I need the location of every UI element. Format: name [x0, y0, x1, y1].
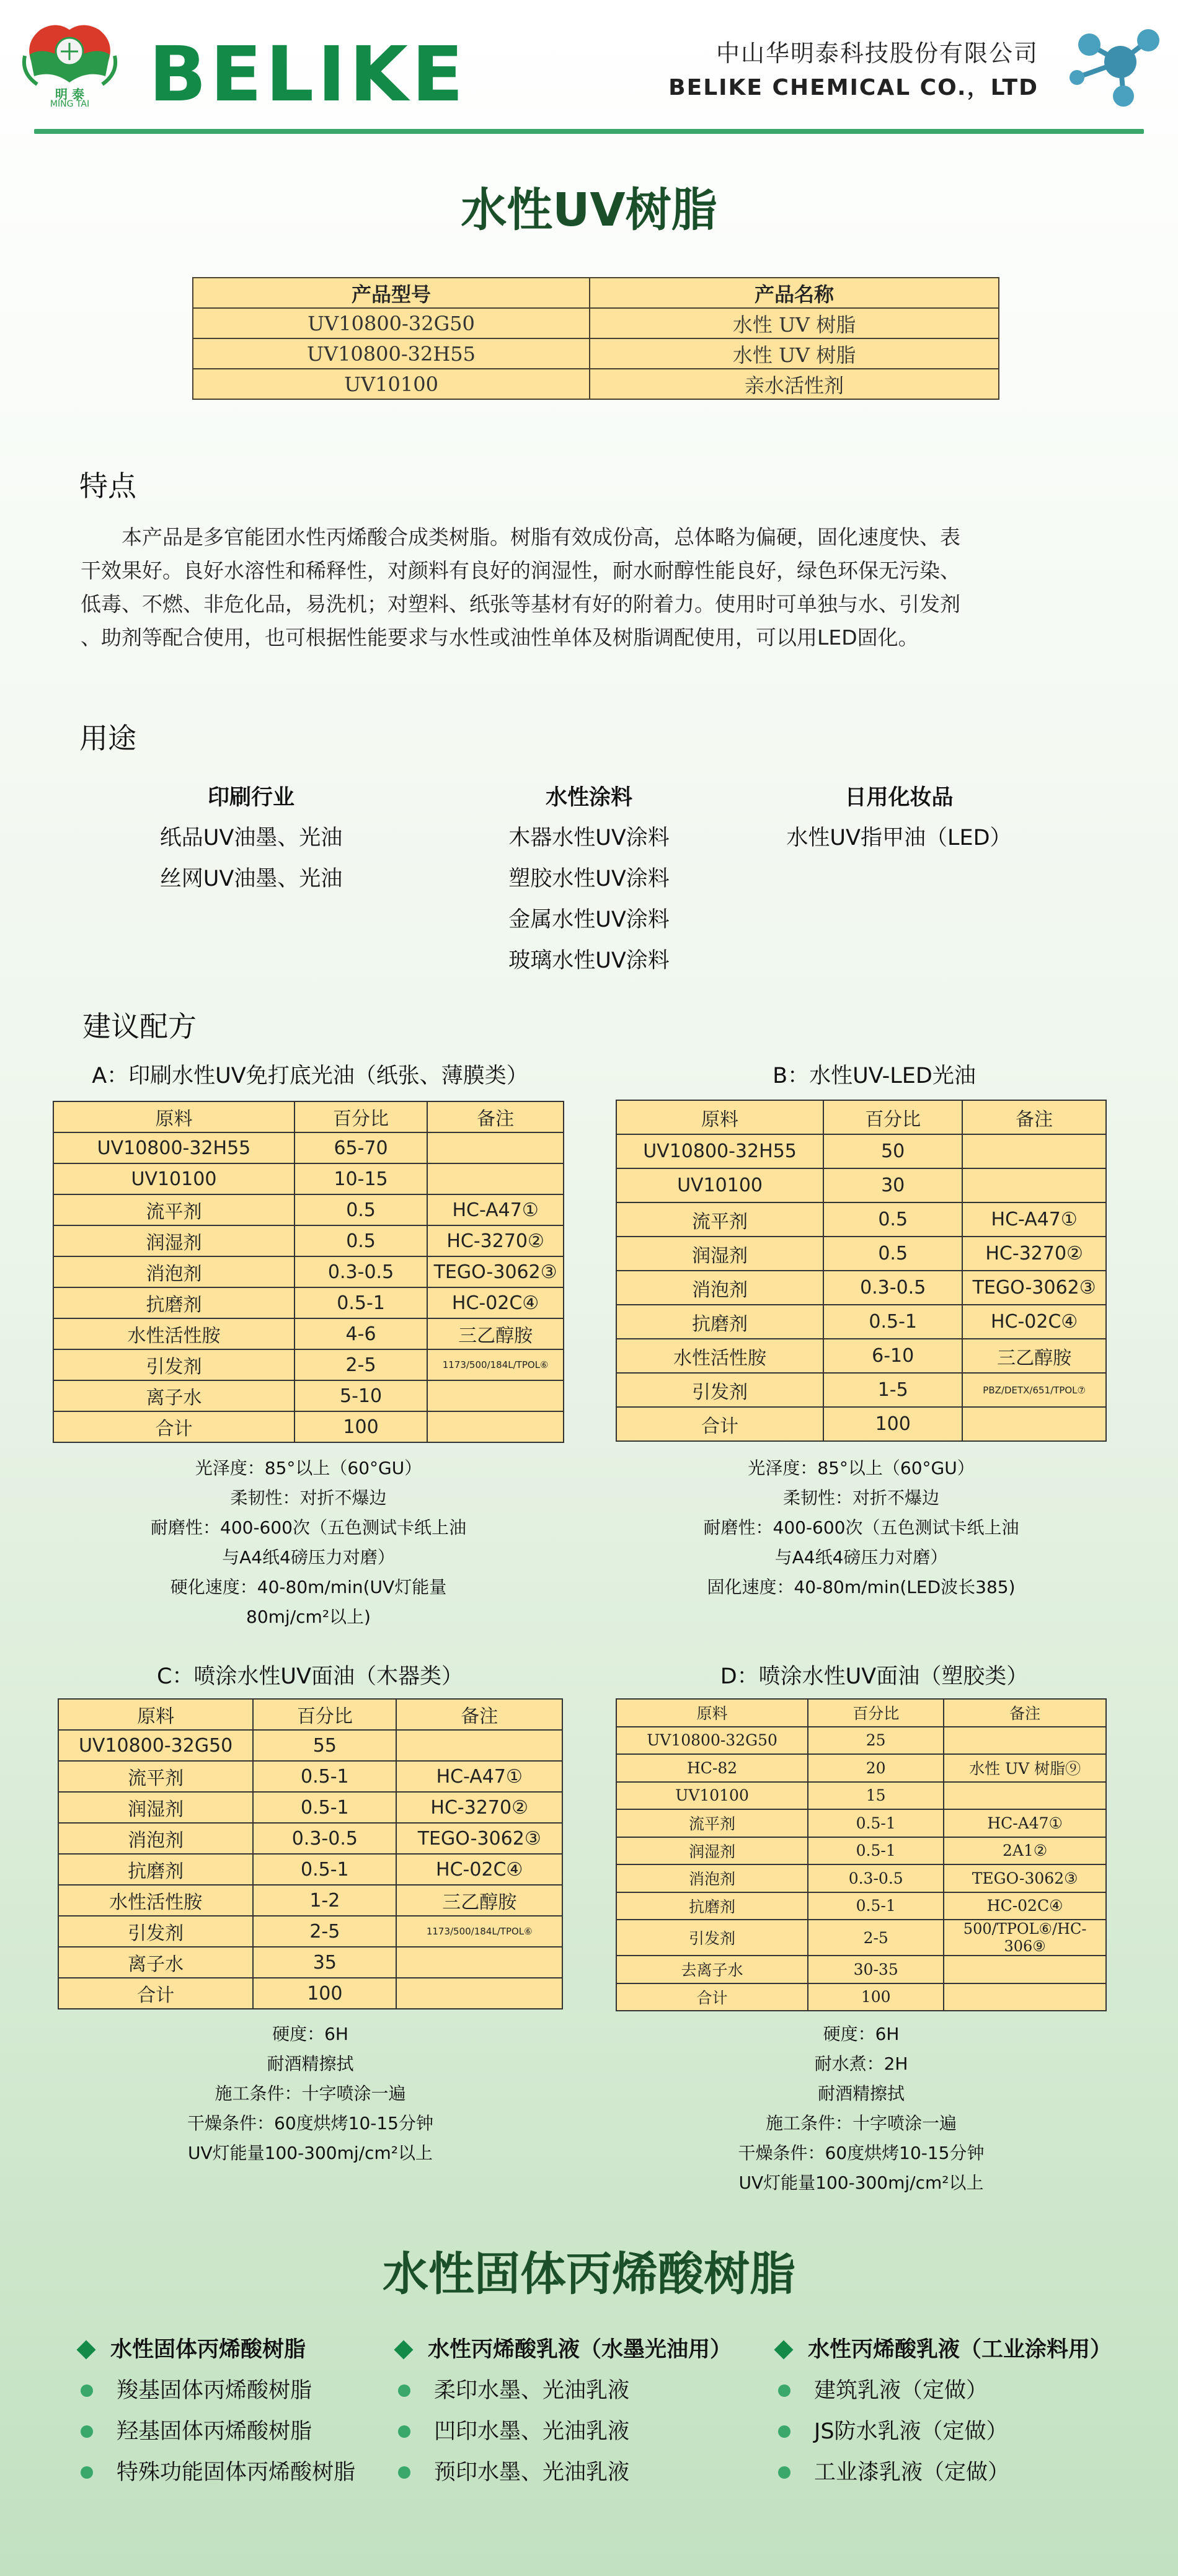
features-line: 干效果好。良好水溶性和稀释性，对颜料有良好的润湿性，耐水耐醇性能良好，绿色环保无污染、: [81, 558, 960, 583]
header-cell: 备注: [944, 1699, 1106, 1727]
table-row: [58, 1947, 562, 1978]
table-row: [58, 1916, 562, 1947]
table-row: [616, 1339, 1106, 1373]
company-name-en: BELIKE CHEMICAL CO.，LTD: [668, 75, 1038, 100]
table-row: [53, 1380, 564, 1411]
formula-note: 施工条件：十字喷涂一遍: [765, 2113, 957, 2133]
header-divider: [34, 129, 1144, 134]
table-cell: 离子水: [53, 1380, 294, 1411]
table-cell: 润湿剂: [58, 1792, 253, 1823]
table-cell: 0.5-1: [808, 1892, 944, 1920]
table-row: [616, 1809, 1106, 1837]
use-item: 纸品UV油墨、光油: [159, 826, 343, 850]
table-row: [616, 1134, 1106, 1168]
table-cell: 0.3-0.5: [294, 1256, 427, 1287]
table-cell: 引发剂: [53, 1349, 294, 1380]
table-cell: 4-6: [294, 1318, 427, 1349]
dot-bullet-icon: [398, 2425, 410, 2438]
table-row: [53, 1287, 564, 1318]
category-item: [772, 2452, 1112, 2493]
table-cell: [396, 1978, 562, 2009]
table-cell: 流平剂: [616, 1809, 808, 1837]
table-cell: 15: [808, 1782, 944, 1810]
table-cell: 65-70: [294, 1132, 427, 1163]
table-cell: 0.5: [823, 1202, 962, 1237]
table-row: [193, 308, 999, 338]
table-cell: [962, 1168, 1106, 1202]
table-cell: HC-A47①: [962, 1202, 1106, 1237]
formula-note: 硬度：6H: [823, 2024, 900, 2044]
table-cell: UV10100: [53, 1163, 294, 1194]
category-item-text: JS防水乳液（定做）: [814, 2419, 1008, 2444]
table-cell: 0.5: [823, 1237, 962, 1271]
table-row: [53, 1194, 564, 1225]
use-item: 金属水性UV涂料: [508, 907, 670, 932]
table-cell: 0.5-1: [294, 1287, 427, 1318]
category-column-solid: [74, 2329, 355, 2493]
table-cell: UV10800-32H55: [616, 1134, 823, 1168]
table-row: [616, 1754, 1106, 1782]
table-cell: HC-02C④: [944, 1892, 1106, 1920]
category-item: [772, 2370, 1112, 2411]
use-column-coatings: [465, 778, 713, 981]
table-cell: 0.5-1: [253, 1761, 396, 1792]
table-cell: UV10100: [616, 1168, 823, 1202]
category-item: [392, 2452, 732, 2493]
brand-wordmark: BELIKE: [149, 30, 467, 118]
header-cell: 备注: [962, 1100, 1106, 1134]
table-cell: 流平剂: [53, 1194, 294, 1225]
table-cell: 抗磨剂: [616, 1305, 823, 1339]
table-cell: 100: [823, 1407, 962, 1441]
table-row: [616, 1837, 1106, 1865]
table-cell: 0.5-1: [808, 1809, 944, 1837]
table-cell: 消泡剂: [58, 1823, 253, 1854]
table-cell: HC-02C④: [962, 1305, 1106, 1339]
category-item-text: 羧基固体丙烯酸树脂: [117, 2378, 312, 2403]
dot-bullet-icon: [81, 2425, 93, 2438]
dot-bullet-icon: [778, 2384, 790, 2397]
table-row: [616, 1727, 1106, 1755]
formula-note: 硬化速度：40-80m/min(UV灯能量: [170, 1577, 447, 1597]
table-cell: 润湿剂: [53, 1225, 294, 1256]
section-title-solid-acrylic: 水性固体丙烯酸树脂: [383, 2247, 795, 2301]
formula-note: 与A4纸4磅压力对磨）: [774, 1547, 948, 1568]
use-column-title: 印刷行业: [207, 785, 294, 810]
table-cell: [944, 1782, 1106, 1810]
features-line: 本产品是多官能团水性丙烯酸合成类树脂。树脂有效成份高，总体略为偏硬，固化速度快、表: [81, 525, 960, 549]
table-row: [616, 1920, 1106, 1956]
table-header-row: [58, 1699, 562, 1730]
formula-a-table: [53, 1101, 564, 1443]
table-cell: UV10800-32H55: [53, 1132, 294, 1163]
table-cell: UV10100: [193, 369, 590, 399]
formula-note: 固化速度：40-80m/min(LED波长385): [707, 1577, 1016, 1597]
category-title: [772, 2329, 1112, 2370]
table-cell: 润湿剂: [616, 1237, 823, 1271]
table-cell: 0.5: [294, 1225, 427, 1256]
header-cell: 备注: [396, 1699, 562, 1730]
formula-c-table: [58, 1698, 563, 2009]
table-row: [58, 1854, 562, 1885]
formula-b-notes: [616, 1453, 1107, 1602]
table-cell: 2A1②: [944, 1837, 1106, 1865]
table-cell: 0.5-1: [823, 1305, 962, 1339]
table-cell: 水性 UV 树脂: [590, 338, 999, 369]
table-row: [53, 1349, 564, 1380]
product-table: [192, 277, 999, 400]
table-cell: UV10800-32G50: [616, 1727, 808, 1755]
table-cell: 合计: [53, 1411, 294, 1442]
formula-b-table: [616, 1100, 1107, 1442]
formula-note: 耐酒精擦拭: [267, 2053, 354, 2074]
table-cell: UV10800-32G50: [58, 1730, 253, 1761]
category-title: [392, 2329, 732, 2370]
formula-note: 光泽度：85°以上（60°GU）: [195, 1458, 422, 1478]
diamond-bullet-icon: [394, 2340, 413, 2359]
table-header-row: [53, 1101, 564, 1132]
header-cell: 产品型号: [193, 278, 590, 308]
formula-b-title: B：水性UV-LED光油: [773, 1064, 976, 1088]
table-row: [193, 338, 999, 369]
table-cell: 0.5-1: [253, 1792, 396, 1823]
table-cell: [396, 1947, 562, 1978]
header-cell: 产品名称: [590, 278, 999, 308]
header-cell: 原料: [616, 1699, 808, 1727]
table-cell: HC-A47①: [944, 1809, 1106, 1837]
table-cell: [944, 1727, 1106, 1755]
table-row: [616, 1271, 1106, 1305]
category-item: [74, 2370, 355, 2411]
table-cell: 35: [253, 1947, 396, 1978]
table-cell: HC-3270②: [427, 1225, 564, 1256]
use-column-printing: [127, 778, 375, 899]
header-cell: 原料: [58, 1699, 253, 1730]
table-cell: [427, 1163, 564, 1194]
table-row: [58, 1823, 562, 1854]
use-item: 水性UV指甲油（LED）: [786, 826, 1012, 850]
use-item: 木器水性UV涂料: [508, 826, 670, 850]
header-cell: 备注: [427, 1101, 564, 1132]
category-title-text: 水性丙烯酸乳液（工业涂料用）: [808, 2337, 1112, 2362]
table-row: [53, 1225, 564, 1256]
formula-note: 80mj/cm²以上): [246, 1607, 371, 1627]
formula-d-table: [616, 1698, 1107, 2011]
table-cell: 500/TPOL⑥/HC-306⑨: [944, 1920, 1106, 1956]
formula-note: 干燥条件：60度烘烤10-15分钟: [187, 2113, 433, 2133]
table-cell: UV10800-32H55: [193, 338, 590, 369]
table-cell: 离子水: [58, 1947, 253, 1978]
formula-a-title: A：印刷水性UV免打底光油（纸张、薄膜类）: [92, 1064, 528, 1088]
formulas-heading: 建议配方: [82, 1010, 197, 1043]
table-cell: 0.5-1: [253, 1854, 396, 1885]
table-cell: 引发剂: [58, 1916, 253, 1947]
table-cell: 0.3-0.5: [823, 1271, 962, 1305]
category-title: [74, 2329, 355, 2370]
table-row: [58, 1761, 562, 1792]
table-header-row: [193, 278, 999, 308]
header-cell: 原料: [53, 1101, 294, 1132]
table-cell: 100: [808, 1983, 944, 2011]
table-cell: 25: [808, 1727, 944, 1755]
table-cell: [944, 1983, 1106, 2011]
table-cell: [427, 1132, 564, 1163]
table-cell: 20: [808, 1754, 944, 1782]
table-row: [53, 1318, 564, 1349]
table-cell: UV10100: [616, 1782, 808, 1810]
table-cell: HC-82: [616, 1754, 808, 1782]
table-cell: 2-5: [808, 1920, 944, 1956]
table-cell: 三乙醇胺: [962, 1339, 1106, 1373]
header-cell: 百分比: [823, 1100, 962, 1134]
dot-bullet-icon: [398, 2466, 410, 2479]
table-cell: 1-5: [823, 1373, 962, 1407]
table-row: [616, 1892, 1106, 1920]
features-line: 低毒、不燃、非危化品，易洗机；对塑料、纸张等基材有好的附着力。使用时可单独与水、引发剂: [81, 592, 960, 616]
mingtai-logo: [19, 17, 121, 110]
table-row: [616, 1864, 1106, 1892]
table-cell: 30: [823, 1168, 962, 1202]
table-header-row: [616, 1100, 1106, 1134]
table-cell: 三乙醇胺: [396, 1885, 562, 1916]
table-cell: PBZ/DETX/651/TPOL⑦: [962, 1373, 1106, 1407]
features-heading: 特点: [79, 469, 136, 503]
formula-c-notes: [58, 2019, 563, 2168]
diamond-bullet-icon: [76, 2340, 95, 2359]
table-row: [58, 1885, 562, 1916]
formula-note: 干燥条件：60度烘烤10-15分钟: [738, 2143, 985, 2163]
table-row: [616, 1373, 1106, 1407]
table-cell: 10-15: [294, 1163, 427, 1194]
table-cell: 55: [253, 1730, 396, 1761]
category-item: [392, 2411, 732, 2452]
table-cell: 0.5: [294, 1194, 427, 1225]
formula-note: 柔韧性：对折不爆边: [782, 1488, 939, 1508]
table-cell: HC-3270②: [396, 1792, 562, 1823]
table-cell: 水性活性胺: [53, 1318, 294, 1349]
diamond-bullet-icon: [774, 2340, 793, 2359]
company-name: [668, 36, 1038, 105]
table-cell: 2-5: [294, 1349, 427, 1380]
table-cell: 5-10: [294, 1380, 427, 1411]
table-cell: 引发剂: [616, 1920, 808, 1956]
table-cell: 消泡剂: [616, 1864, 808, 1892]
table-cell: 0.3-0.5: [253, 1823, 396, 1854]
header-cell: 原料: [616, 1100, 823, 1134]
table-row: [53, 1132, 564, 1163]
table-cell: [944, 1956, 1106, 1983]
category-item: [772, 2411, 1112, 2452]
table-cell: 流平剂: [58, 1761, 253, 1792]
formula-d-notes: [616, 2019, 1107, 2198]
table-cell: UV10800-32G50: [193, 308, 590, 338]
molecule-icon: [1061, 19, 1167, 112]
table-cell: [962, 1407, 1106, 1441]
table-cell: 水性 UV 树脂⑨: [944, 1754, 1106, 1782]
table-cell: 1173/500/184L/TPOL⑥: [396, 1916, 562, 1947]
table-cell: 1173/500/184L/TPOL⑥: [427, 1349, 564, 1380]
table-cell: HC-02C④: [427, 1287, 564, 1318]
use-column-cosmetics: [769, 778, 1029, 858]
logo-cn-text: 明 泰: [55, 87, 84, 102]
table-cell: 30-35: [808, 1956, 944, 1983]
formula-note: 柔韧性：对折不爆边: [230, 1488, 387, 1508]
category-item-text: 预印水墨、光油乳液: [434, 2460, 630, 2485]
features-paragraph: [81, 521, 1097, 655]
table-row: [616, 1782, 1106, 1810]
category-title-text: 水性固体丙烯酸树脂: [110, 2337, 306, 2362]
table-cell: 抗磨剂: [58, 1854, 253, 1885]
table-cell: TEGO-3062③: [427, 1256, 564, 1287]
table-row: [616, 1956, 1106, 1983]
dot-bullet-icon: [398, 2384, 410, 2397]
table-row: [616, 1202, 1106, 1237]
category-item-text: 柔印水墨、光油乳液: [434, 2378, 630, 2403]
table-cell: 消泡剂: [53, 1256, 294, 1287]
header-cell: 百分比: [253, 1699, 396, 1730]
features-line: 、助剂等配合使用，也可根据性能要求与水性或油性单体及树脂调配使用，可以用LED固化。: [81, 625, 919, 650]
table-row: [58, 1792, 562, 1823]
uses-heading: 用途: [79, 721, 136, 755]
formula-note: UV灯能量100-300mj/cm²以上: [738, 2172, 984, 2193]
category-item: [74, 2452, 355, 2493]
table-cell: 三乙醇胺: [427, 1318, 564, 1349]
table-cell: 100: [294, 1411, 427, 1442]
table-cell: [962, 1134, 1106, 1168]
use-column-title: 水性涂料: [545, 785, 632, 810]
use-column-title: 日用化妆品: [844, 785, 954, 810]
formula-note: 耐磨性：400-600次（五色测试卡纸上油: [151, 1517, 466, 1538]
table-cell: HC-A47①: [427, 1194, 564, 1225]
table-cell: 去离子水: [616, 1956, 808, 1983]
category-item-text: 工业漆乳液（定做）: [814, 2460, 1010, 2485]
table-row: [193, 369, 999, 399]
formula-note: 施工条件：十字喷涂一遍: [215, 2083, 406, 2104]
table-cell: [427, 1411, 564, 1442]
table-row: [616, 1983, 1106, 2011]
table-row: [53, 1411, 564, 1442]
table-row: [616, 1168, 1106, 1202]
table-cell: 6-10: [823, 1339, 962, 1373]
table-cell: 亲水活性剂: [590, 369, 999, 399]
table-row: [616, 1407, 1106, 1441]
formula-d-title: D：喷涂水性UV面油（塑胶类）: [720, 1664, 1029, 1689]
table-cell: 合计: [616, 1983, 808, 2011]
category-column-industrial-emulsion: [772, 2329, 1112, 2493]
table-cell: 润湿剂: [616, 1837, 808, 1865]
table-cell: TEGO-3062③: [962, 1271, 1106, 1305]
table-cell: [427, 1380, 564, 1411]
table-row: [58, 1730, 562, 1761]
formula-note: 耐水煮：2H: [814, 2053, 908, 2074]
dot-bullet-icon: [778, 2425, 790, 2438]
table-cell: 合计: [616, 1407, 823, 1441]
table-row: [53, 1256, 564, 1287]
table-cell: 2-5: [253, 1916, 396, 1947]
table-cell: 抗磨剂: [53, 1287, 294, 1318]
company-name-cn: 中山华明泰科技股份有限公司: [715, 40, 1038, 67]
formula-note: 硬度：6H: [272, 2024, 348, 2044]
table-header-row: [616, 1699, 1106, 1727]
use-item: 塑胶水性UV涂料: [508, 867, 670, 891]
table-cell: 0.5-1: [808, 1837, 944, 1865]
dot-bullet-icon: [81, 2384, 93, 2397]
table-cell: TEGO-3062③: [396, 1823, 562, 1854]
category-column-ink-emulsion: [392, 2329, 732, 2493]
table-cell: 消泡剂: [616, 1271, 823, 1305]
category-title-text: 水性丙烯酸乳液（水墨光油用）: [428, 2337, 732, 2362]
table-cell: 抗磨剂: [616, 1892, 808, 1920]
table-cell: 水性 UV 树脂: [590, 308, 999, 338]
table-cell: HC-02C④: [396, 1854, 562, 1885]
use-item: 玻璃水性UV涂料: [508, 948, 670, 973]
table-cell: 水性活性胺: [616, 1339, 823, 1373]
use-item: 丝网UV油墨、光油: [159, 867, 343, 891]
table-row: [616, 1305, 1106, 1339]
dot-bullet-icon: [778, 2466, 790, 2479]
table-cell: 100: [253, 1978, 396, 2009]
table-cell: [396, 1730, 562, 1761]
logo-en-text: MING TAI: [50, 99, 90, 109]
table-cell: TEGO-3062③: [944, 1864, 1106, 1892]
formula-note: 耐酒精擦拭: [817, 2083, 905, 2104]
table-cell: HC-A47①: [396, 1761, 562, 1792]
category-item: [74, 2411, 355, 2452]
table-cell: HC-3270②: [962, 1237, 1106, 1271]
table-row: [616, 1237, 1106, 1271]
formula-note: UV灯能量100-300mj/cm²以上: [187, 2143, 433, 2163]
formula-c-title: C：喷涂水性UV面油（木器类）: [156, 1664, 463, 1689]
page-header: [0, 0, 1178, 136]
section-title-uv-resin: 水性UV树脂: [461, 183, 717, 237]
table-cell: 水性活性胺: [58, 1885, 253, 1916]
category-item-text: 凹印水墨、光油乳液: [434, 2419, 630, 2444]
category-item-text: 羟基固体丙烯酸树脂: [117, 2419, 312, 2444]
category-item-text: 建筑乳液（定做）: [814, 2378, 988, 2403]
category-item: [392, 2370, 732, 2411]
header-cell: 百分比: [294, 1101, 427, 1132]
table-cell: 1-2: [253, 1885, 396, 1916]
table-cell: 合计: [58, 1978, 253, 2009]
formula-a-notes: [53, 1453, 564, 1632]
formula-note: 耐磨性：400-600次（五色测试卡纸上油: [703, 1517, 1019, 1538]
category-item-text: 特殊功能固体丙烯酸树脂: [117, 2460, 356, 2485]
table-row: [58, 1978, 562, 2009]
dot-bullet-icon: [81, 2466, 93, 2479]
header-cell: 百分比: [808, 1699, 944, 1727]
table-cell: 50: [823, 1134, 962, 1168]
formula-note: 与A4纸4磅压力对磨）: [222, 1547, 395, 1568]
table-cell: 0.3-0.5: [808, 1864, 944, 1892]
table-row: [53, 1163, 564, 1194]
formula-note: 光泽度：85°以上（60°GU）: [748, 1458, 975, 1478]
table-cell: 流平剂: [616, 1202, 823, 1237]
table-cell: 引发剂: [616, 1373, 823, 1407]
